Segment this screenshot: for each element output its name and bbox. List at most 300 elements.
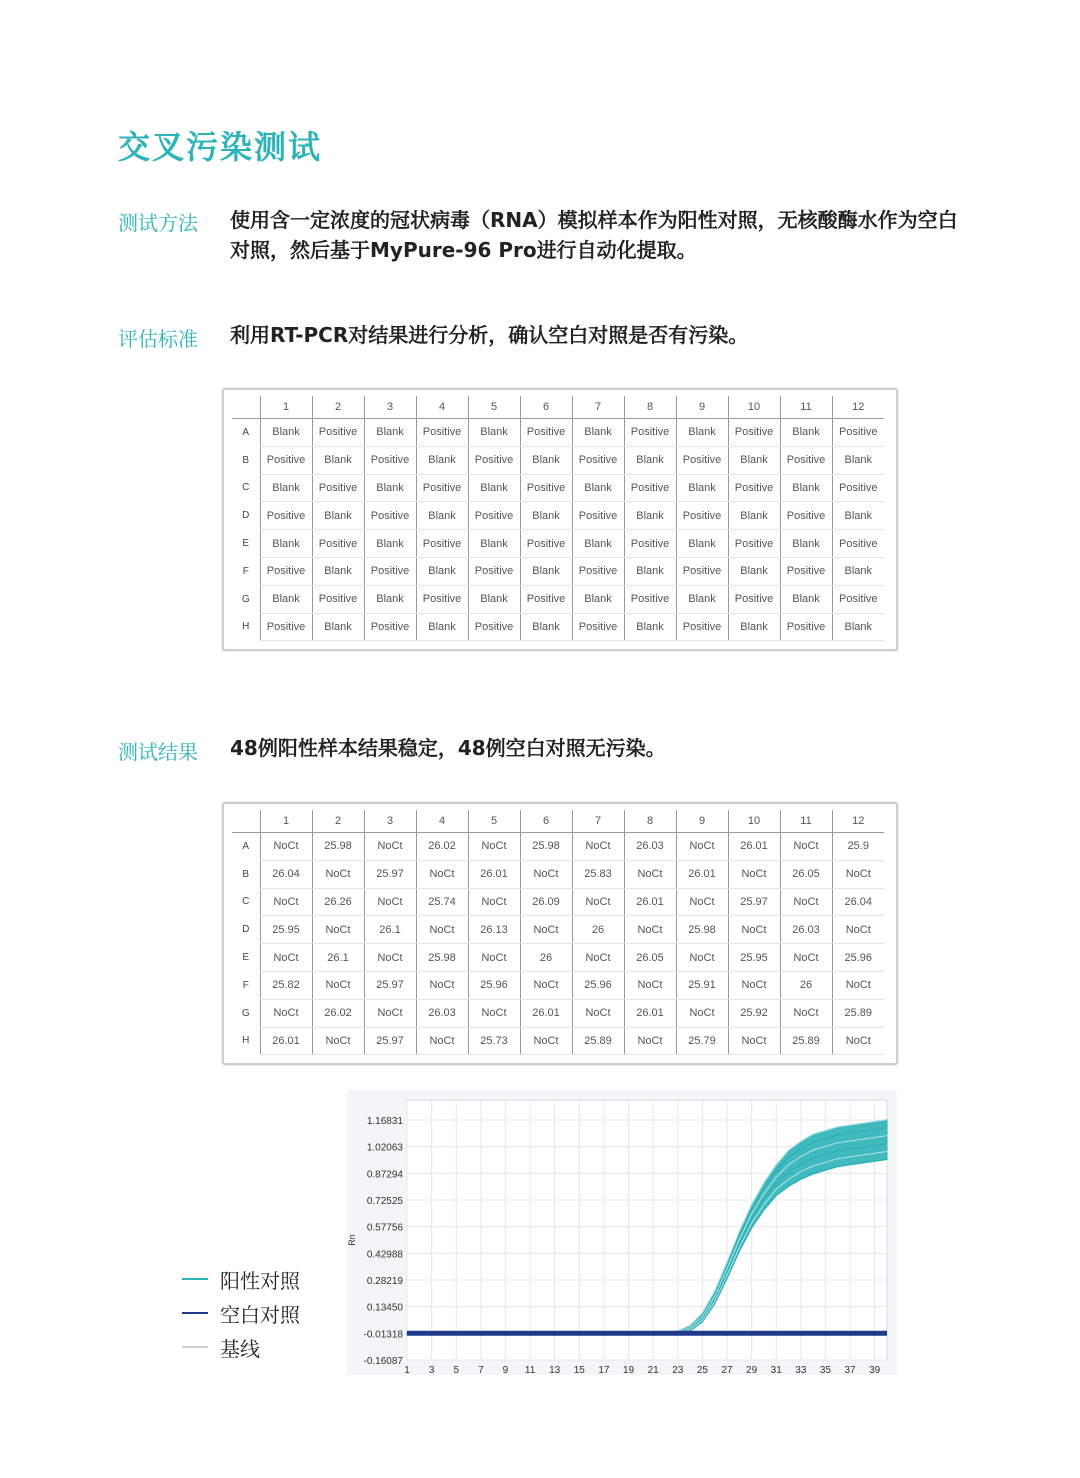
well-cell: Blank (520, 502, 572, 530)
well-cell: 25.89 (572, 1027, 624, 1055)
well-cell: NoCt (312, 1027, 364, 1055)
x-tick-label: 3 (428, 1365, 435, 1375)
well-cell: 26.05 (624, 944, 676, 972)
well-cell: Positive (676, 446, 728, 474)
well-cell: Blank (416, 557, 468, 585)
well-cell: Blank (260, 474, 312, 502)
well-cell: NoCt (312, 971, 364, 999)
well-cell: Blank (780, 419, 832, 447)
method-text: 使用含一定浓度的冠状病毒（RNA）模拟样本作为阳性对照，无核酸酶水作为空白对照，然后基于MyPure-96 Pro进行自动化提取。 (230, 208, 958, 262)
y-tick-label: 0.28219 (366, 1276, 403, 1287)
well-cell: Blank (676, 419, 728, 447)
legend-swatch (182, 1312, 208, 1314)
well-cell: 26.1 (312, 944, 364, 972)
row-header: G (241, 593, 250, 605)
well-cell: NoCt (832, 860, 884, 888)
well-cell: Positive (832, 530, 884, 558)
well-cell: 26.02 (416, 833, 468, 861)
well-cell: Positive (572, 502, 624, 530)
well-cell: Blank (832, 502, 884, 530)
column-header: 9 (676, 396, 728, 419)
well-cell: Positive (312, 530, 364, 558)
amplification-chart (347, 1090, 897, 1375)
well-cell: Positive (832, 419, 884, 447)
well-cell: 26.03 (780, 916, 832, 944)
well-cell: Positive (468, 557, 520, 585)
well-cell: Blank (260, 419, 312, 447)
well-cell: Blank (624, 502, 676, 530)
well-cell: Positive (312, 474, 364, 502)
column-header: 5 (468, 810, 520, 833)
well-cell: 26.03 (624, 833, 676, 861)
well-cell: Blank (364, 585, 416, 613)
well-cell: NoCt (312, 860, 364, 888)
corner-cell (232, 396, 260, 419)
well-cell: Blank (780, 585, 832, 613)
well-cell: 25.96 (832, 944, 884, 972)
table-row (232, 419, 884, 447)
criteria-text: 利用RT-PCR对结果进行分析，确认空白对照是否有污染。 (230, 323, 749, 347)
well-cell: Positive (624, 530, 676, 558)
well-cell: NoCt (520, 1027, 572, 1055)
well-cell: 25.89 (780, 1027, 832, 1055)
well-cell: Positive (312, 419, 364, 447)
column-header: 12 (832, 396, 884, 419)
x-tick-label: 7 (478, 1365, 484, 1375)
well-cell: Blank (624, 446, 676, 474)
well-cell: Positive (364, 557, 416, 585)
well-cell: Positive (832, 585, 884, 613)
well-cell: 25.97 (728, 888, 780, 916)
well-cell: Blank (676, 530, 728, 558)
well-cell: Blank (468, 474, 520, 502)
legend-label: 阳性对照 (220, 1268, 300, 1293)
row-header: C (242, 896, 250, 908)
well-cell: NoCt (832, 971, 884, 999)
result-text: 48例阳性样本结果稳定，48例空白对照无污染。 (230, 736, 666, 760)
well-cell: Blank (728, 557, 780, 585)
column-header: 1 (260, 396, 312, 419)
row-header: D (242, 924, 250, 936)
well-cell: Positive (728, 585, 780, 613)
x-tick-label: 29 (746, 1365, 758, 1375)
well-cell: Blank (520, 613, 572, 641)
y-tick-label: 0.57756 (366, 1222, 403, 1234)
well-cell: Positive (260, 502, 312, 530)
well-cell: Blank (364, 530, 416, 558)
x-tick-label: 21 (647, 1365, 659, 1375)
well-cell: NoCt (676, 833, 728, 861)
well-cell: Blank (624, 613, 676, 641)
well-cell: Blank (832, 557, 884, 585)
result-label: 测试结果 (118, 740, 198, 764)
well-cell: Positive (832, 474, 884, 502)
well-cell: Blank (312, 557, 364, 585)
table-row (232, 916, 884, 944)
well-cell: NoCt (780, 888, 832, 916)
well-cell: NoCt (676, 944, 728, 972)
column-header: 4 (416, 396, 468, 419)
well-cell: NoCt (832, 916, 884, 944)
well-cell: Positive (468, 613, 520, 641)
well-cell: Blank (676, 474, 728, 502)
well-cell: 25.97 (364, 860, 416, 888)
well-cell: Positive (780, 502, 832, 530)
well-cell: NoCt (728, 860, 780, 888)
well-cell: Blank (312, 502, 364, 530)
well-cell: NoCt (780, 944, 832, 972)
well-cell: 25.97 (364, 1027, 416, 1055)
well-cell: Blank (312, 446, 364, 474)
table-row (232, 1027, 884, 1055)
row-header: A (242, 841, 250, 853)
well-cell: 25.96 (468, 971, 520, 999)
well-cell: Positive (572, 613, 624, 641)
well-cell: 25.98 (676, 916, 728, 944)
column-header: 7 (572, 396, 624, 419)
well-cell: 26.1 (364, 916, 416, 944)
well-cell: Blank (468, 530, 520, 558)
well-cell: Blank (260, 530, 312, 558)
well-cell: Blank (416, 502, 468, 530)
well-cell: Blank (364, 474, 416, 502)
well-cell: NoCt (728, 916, 780, 944)
well-cell: 26.04 (832, 888, 884, 916)
well-cell: NoCt (416, 971, 468, 999)
well-cell: NoCt (676, 999, 728, 1027)
well-cell: Positive (520, 474, 572, 502)
x-tick-label: 35 (819, 1365, 832, 1375)
well-cell: NoCt (572, 999, 624, 1027)
well-cell: Blank (780, 530, 832, 558)
well-cell: Positive (520, 585, 572, 613)
table-row (232, 613, 884, 641)
well-cell: Blank (832, 446, 884, 474)
well-cell: 26.01 (520, 999, 572, 1027)
row-header: A (242, 427, 250, 439)
well-cell: NoCt (364, 999, 416, 1027)
well-cell: NoCt (728, 1027, 780, 1055)
plate-layout-table (222, 388, 898, 651)
well-cell: Blank (728, 613, 780, 641)
column-header: 7 (572, 810, 624, 833)
criteria-label: 评估标准 (118, 327, 198, 351)
well-cell: NoCt (520, 916, 572, 944)
table-row (232, 557, 884, 585)
legend-item-baseline (182, 1330, 300, 1364)
well-cell: Blank (624, 557, 676, 585)
well-cell: Blank (468, 585, 520, 613)
chart-legend (182, 1262, 300, 1364)
row-header: H (242, 621, 250, 633)
well-cell: 26.01 (676, 860, 728, 888)
well-cell: Blank (572, 530, 624, 558)
well-cell: Blank (572, 474, 624, 502)
row-header: F (242, 565, 249, 577)
table-row (232, 585, 884, 613)
well-cell: NoCt (468, 888, 520, 916)
x-tick-label: 23 (672, 1365, 684, 1375)
table-row (232, 502, 884, 530)
well-cell: Positive (260, 446, 312, 474)
well-cell: Blank (780, 474, 832, 502)
x-tick-label: 11 (524, 1365, 536, 1375)
well-cell: Blank (520, 446, 572, 474)
well-cell: Blank (728, 446, 780, 474)
page-title: 交叉污染测试 (118, 128, 323, 166)
well-cell: NoCt (468, 944, 520, 972)
well-cell: Positive (260, 613, 312, 641)
well-cell: 25.98 (312, 833, 364, 861)
column-header: 12 (832, 810, 884, 833)
well-cell: Blank (312, 613, 364, 641)
well-cell: Positive (572, 557, 624, 585)
well-cell: NoCt (780, 999, 832, 1027)
well-cell: Positive (364, 446, 416, 474)
corner-cell (232, 810, 260, 833)
well-cell: 25.83 (572, 860, 624, 888)
x-tick-label: 5 (453, 1365, 460, 1375)
table-row (232, 474, 884, 502)
well-cell: NoCt (676, 888, 728, 916)
row-header: D (242, 510, 250, 522)
column-header: 11 (780, 396, 832, 419)
legend-item-blank (182, 1296, 300, 1330)
well-cell: 25.97 (364, 971, 416, 999)
well-cell: Positive (728, 419, 780, 447)
well-cell: Blank (364, 419, 416, 447)
well-cell: Blank (520, 557, 572, 585)
well-cell: NoCt (572, 833, 624, 861)
x-tick-label: 15 (573, 1365, 585, 1375)
x-tick-label: 17 (598, 1365, 610, 1375)
well-cell: NoCt (572, 888, 624, 916)
well-cell: Blank (728, 502, 780, 530)
well-cell: Positive (416, 474, 468, 502)
well-cell: Positive (520, 419, 572, 447)
column-header: 8 (624, 810, 676, 833)
column-header: 1 (260, 810, 312, 833)
well-cell: 26.13 (468, 916, 520, 944)
column-header: 3 (364, 396, 416, 419)
x-tick-label: 25 (696, 1365, 708, 1375)
row-header: E (242, 952, 250, 964)
column-header: 6 (520, 396, 572, 419)
table-row (232, 971, 884, 999)
well-cell: 26.01 (624, 999, 676, 1027)
well-cell: Positive (416, 585, 468, 613)
well-cell: Positive (676, 613, 728, 641)
legend-swatch (182, 1278, 208, 1280)
well-cell: 25.9 (832, 833, 884, 861)
plate-results-table (222, 802, 898, 1065)
legend-label: 空白对照 (220, 1302, 300, 1327)
well-cell: 25.89 (832, 999, 884, 1027)
well-cell: Blank (468, 419, 520, 447)
well-cell: Positive (624, 585, 676, 613)
well-cell: 25.74 (416, 888, 468, 916)
well-cell: 25.91 (676, 971, 728, 999)
column-header: 6 (520, 810, 572, 833)
well-cell: NoCt (260, 888, 312, 916)
well-cell: 26.09 (520, 888, 572, 916)
x-tick-label: 37 (844, 1365, 856, 1375)
y-tick-label: 0.13450 (366, 1302, 403, 1314)
column-header: 10 (728, 396, 780, 419)
well-cell: 25.95 (260, 916, 312, 944)
y-tick-label: 0.87294 (366, 1169, 403, 1181)
well-cell: NoCt (780, 833, 832, 861)
well-cell: Positive (676, 557, 728, 585)
row-header: B (242, 868, 250, 880)
column-header: 11 (780, 810, 832, 833)
well-cell: 26.02 (312, 999, 364, 1027)
well-cell: NoCt (728, 971, 780, 999)
well-cell: 25.92 (728, 999, 780, 1027)
table-row (232, 888, 884, 916)
well-cell: 25.73 (468, 1027, 520, 1055)
well-cell: Positive (364, 502, 416, 530)
well-cell: 25.96 (572, 971, 624, 999)
table-row (232, 999, 884, 1027)
amplification-chart-svg (347, 1090, 897, 1375)
well-cell: 25.98 (416, 944, 468, 972)
well-cell: 26.01 (624, 888, 676, 916)
well-cell: NoCt (312, 916, 364, 944)
well-cell: Positive (572, 446, 624, 474)
column-header: 5 (468, 396, 520, 419)
y-tick-label: -0.01318 (363, 1329, 403, 1341)
well-cell: NoCt (624, 1027, 676, 1055)
row-header: G (241, 1007, 250, 1019)
table-row (232, 530, 884, 558)
well-cell: 26.05 (780, 860, 832, 888)
row-header: C (242, 482, 250, 494)
y-tick-label: 1.02063 (366, 1142, 403, 1154)
well-cell: Blank (676, 585, 728, 613)
well-cell: 26.26 (312, 888, 364, 916)
table-row (232, 944, 884, 972)
well-cell: Positive (624, 419, 676, 447)
table-row (232, 860, 884, 888)
column-header: 10 (728, 810, 780, 833)
x-tick-label: 31 (770, 1365, 782, 1375)
x-tick-label: 19 (622, 1365, 635, 1375)
column-header: 9 (676, 810, 728, 833)
well-cell: NoCt (364, 833, 416, 861)
well-cell: 26 (520, 944, 572, 972)
well-cell: Positive (728, 530, 780, 558)
well-cell: Positive (260, 557, 312, 585)
y-tick-label: -0.16087 (363, 1356, 403, 1367)
well-cell: NoCt (832, 1027, 884, 1055)
well-cell: NoCt (260, 999, 312, 1027)
legend-item-positive (182, 1262, 300, 1296)
well-cell: NoCt (416, 860, 468, 888)
well-cell: NoCt (364, 944, 416, 972)
y-tick-label: 0.42988 (366, 1249, 403, 1261)
well-cell: NoCt (260, 833, 312, 861)
well-cell: 26 (780, 971, 832, 999)
well-cell: NoCt (520, 971, 572, 999)
well-cell: 26 (572, 916, 624, 944)
well-cell: 26.04 (260, 860, 312, 888)
well-cell: Blank (572, 585, 624, 613)
y-tick-label: 1.16831 (366, 1116, 403, 1127)
legend-label: 基线 (220, 1336, 260, 1361)
well-cell: 25.79 (676, 1027, 728, 1055)
x-tick-label: 9 (502, 1365, 509, 1375)
well-cell: Positive (520, 530, 572, 558)
x-tick-label: 39 (869, 1365, 881, 1375)
y-tick-label: 0.72525 (366, 1196, 403, 1207)
column-header: 4 (416, 810, 468, 833)
well-cell: Positive (780, 557, 832, 585)
legend-swatch (182, 1346, 208, 1348)
row-header: E (242, 538, 250, 550)
well-cell: Blank (416, 613, 468, 641)
well-cell: NoCt (468, 833, 520, 861)
well-cell: NoCt (416, 1027, 468, 1055)
well-cell: 25.82 (260, 971, 312, 999)
well-cell: Blank (260, 585, 312, 613)
well-cell: Positive (728, 474, 780, 502)
well-cell: 26.01 (468, 860, 520, 888)
well-cell: 26.01 (260, 1027, 312, 1055)
x-tick-label: 13 (549, 1365, 561, 1375)
well-cell: NoCt (260, 944, 312, 972)
row-header: H (242, 1035, 250, 1047)
well-cell: Blank (572, 419, 624, 447)
well-cell: Blank (832, 613, 884, 641)
well-cell: Blank (416, 446, 468, 474)
well-cell: NoCt (624, 971, 676, 999)
row-header: F (242, 979, 249, 991)
well-cell: Positive (780, 613, 832, 641)
table-row (232, 833, 884, 861)
well-cell: 26.01 (728, 833, 780, 861)
well-cell: Positive (468, 502, 520, 530)
column-header: 3 (364, 810, 416, 833)
x-tick-label: 1 (404, 1365, 410, 1375)
well-cell: Positive (416, 419, 468, 447)
well-cell: 25.98 (520, 833, 572, 861)
well-cell: NoCt (624, 916, 676, 944)
well-cell: NoCt (416, 916, 468, 944)
well-cell: Positive (624, 474, 676, 502)
well-cell: Positive (780, 446, 832, 474)
x-tick-label: 27 (721, 1365, 733, 1375)
well-cell: NoCt (520, 860, 572, 888)
y-axis-label: Rn (347, 1234, 357, 1246)
column-header: 2 (312, 396, 364, 419)
x-tick-label: 33 (795, 1365, 807, 1375)
well-cell: 25.95 (728, 944, 780, 972)
well-cell: NoCt (624, 860, 676, 888)
table-row (232, 446, 884, 474)
well-cell: Positive (676, 502, 728, 530)
well-cell: NoCt (364, 888, 416, 916)
method-label: 测试方法 (118, 211, 198, 235)
well-cell: NoCt (572, 944, 624, 972)
well-cell: NoCt (468, 999, 520, 1027)
column-header: 8 (624, 396, 676, 419)
well-cell: Positive (312, 585, 364, 613)
row-header: B (242, 454, 250, 466)
column-header: 2 (312, 810, 364, 833)
well-cell: 26.03 (416, 999, 468, 1027)
well-cell: Positive (364, 613, 416, 641)
